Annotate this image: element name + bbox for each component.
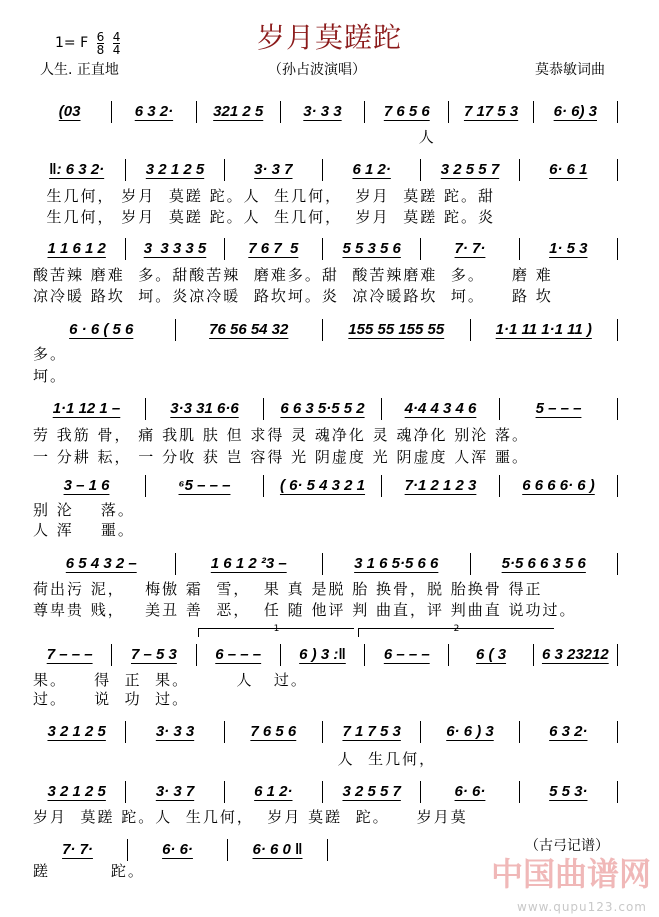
measure: 1 1 6 1 2 xyxy=(47,240,106,257)
measure: 7 17 5 3 xyxy=(463,103,519,120)
staff-line xyxy=(32,318,622,342)
lyrics-line: 一 分耕 耘， 一 分收 获 岂 容得 光 阴虚度 光 阴虚度 人浑 噩。 xyxy=(33,448,529,466)
watermark-url: www.qupu123.com xyxy=(517,900,647,914)
measure: 7 6 5 6 xyxy=(250,723,297,740)
measure: 6 – – – xyxy=(383,646,430,663)
measure: 1· 5 3 xyxy=(549,240,588,257)
measure: 6 · 6 ( 5 6 xyxy=(69,321,134,338)
bar-line xyxy=(519,721,520,743)
bar-line xyxy=(448,101,449,123)
bar-line xyxy=(420,721,421,743)
measure: 7 6 5 6 xyxy=(383,103,430,120)
lyrics-line: 凉冷暖 路坎 坷。炎凉冷暖 路坎坷。炎 凉冷暖路坎 坷。 路 坎 xyxy=(33,287,553,305)
staff-line xyxy=(32,237,622,261)
lyrics-line: 人 浑 噩。 xyxy=(33,521,135,539)
measure: 3 3 3 3 5 xyxy=(143,240,207,257)
measure: 6 3 2· xyxy=(134,103,174,120)
measure: 7· 7· xyxy=(62,841,93,858)
staff-line xyxy=(32,158,622,182)
measure: ⁶5 – – – xyxy=(178,477,231,494)
bar-line xyxy=(322,159,323,181)
measure: 6 3 23212 xyxy=(541,646,609,663)
measure: 3 2 5 5 7 xyxy=(342,783,401,800)
lyrics-line: 蹉 跎。 xyxy=(33,862,145,880)
bar-line xyxy=(617,101,618,123)
lyrics-line: 果。 得 正 果。 人 过。 xyxy=(33,671,308,689)
measure: 6 5 4 3 2 – xyxy=(65,555,137,572)
bar-line xyxy=(224,238,225,260)
measure: 3 2 1 2 5 xyxy=(47,723,106,740)
bar-line xyxy=(125,159,126,181)
bar-line xyxy=(322,553,323,575)
ts-top: 4 xyxy=(112,29,121,44)
bar-line xyxy=(617,721,618,743)
measure: 6· 6 1 xyxy=(549,161,588,178)
measure: 3· 3 7 xyxy=(155,783,195,800)
measure: 6· 6) 3 xyxy=(553,103,597,120)
measure: 6 6 3 5·5 5 2 xyxy=(280,400,365,417)
measure: 3 – 1 6 xyxy=(63,477,110,494)
measure: (03 xyxy=(58,103,81,120)
bar-line xyxy=(111,644,112,666)
measure: 321 2 5 xyxy=(213,103,264,120)
bar-line xyxy=(111,101,112,123)
bar-line xyxy=(617,238,618,260)
measure: 6 3 2· xyxy=(549,723,588,740)
measure: 7 – 5 3 xyxy=(130,646,177,663)
bar-line xyxy=(533,101,534,123)
staff-line xyxy=(32,397,622,421)
bar-line xyxy=(224,721,225,743)
measure: 76 56 54 32 xyxy=(209,321,289,338)
measure: 5 5 3· xyxy=(549,783,588,800)
measure: 6· 6 0 ‖ xyxy=(252,841,303,858)
bar-line xyxy=(224,781,225,803)
measure: 155 55 155 55 xyxy=(348,321,445,338)
key-signature xyxy=(55,30,120,56)
bar-line xyxy=(519,781,520,803)
lyrics-line: 尊卑贵 贱， 美丑 善 恶， 任 随 他评 判 曲直，评 判曲直 说功过。 xyxy=(33,601,577,619)
key-label: 1= F xyxy=(55,35,89,51)
bar-line xyxy=(263,398,264,420)
performer: （孙占波演唱） xyxy=(268,62,366,78)
ts-bottom: 8 xyxy=(96,42,105,57)
time-signature xyxy=(113,31,121,56)
bar-line xyxy=(227,839,228,861)
measure: 6 1 2· xyxy=(352,161,391,178)
volta-bracket: 2 xyxy=(358,628,554,637)
staff-line xyxy=(32,100,622,124)
measure: 7 1 7 5 3 xyxy=(342,723,401,740)
bar-line xyxy=(519,159,520,181)
bar-line xyxy=(224,159,225,181)
measure: ( 6· 5 4 3 2 1 xyxy=(279,477,366,494)
staff-line xyxy=(32,552,622,576)
lyrics-line: 酸苦辣 磨难 多。甜酸苦辣 磨难多。甜 酸苦辣磨难 多。 磨 难 xyxy=(33,266,553,284)
composer: 莫恭敏词曲 xyxy=(535,62,605,78)
bar-line xyxy=(499,475,500,497)
staff-line xyxy=(32,780,622,804)
measure: 7· 7· xyxy=(454,240,486,257)
bar-line xyxy=(127,839,128,861)
notation-credit: （古弓记谱） xyxy=(525,838,609,854)
lyrics-line: 荷出污 泥， 梅傲 霜 雪， 果 真 是脱 胎 换骨，脱 胎换骨 得正 xyxy=(33,580,543,598)
measure: 4·4 4 3 4 6 xyxy=(404,400,477,417)
bar-line xyxy=(196,101,197,123)
bar-line xyxy=(617,553,618,575)
bar-line xyxy=(470,319,471,341)
bar-line xyxy=(125,238,126,260)
tempo-marking: 人生. 正直地 xyxy=(40,62,119,78)
bar-line xyxy=(381,475,382,497)
bar-line xyxy=(617,781,618,803)
measure: 6· 6· xyxy=(454,783,486,800)
bar-line xyxy=(364,101,365,123)
measure: 1 6 1 2 ²3 – xyxy=(210,555,287,572)
bar-line xyxy=(617,159,618,181)
measure: 5 5 3 5 6 xyxy=(342,240,401,257)
bar-line xyxy=(519,238,520,260)
measure: 6 6 6 6· 6 ) xyxy=(522,477,595,494)
lyrics-line: 多。 xyxy=(33,345,68,363)
bar-line xyxy=(196,644,197,666)
measure: 3 2 5 5 7 xyxy=(440,161,500,178)
bar-line xyxy=(175,319,176,341)
bar-line xyxy=(420,781,421,803)
bar-line xyxy=(470,553,471,575)
measure: 3·3 31 6·6 xyxy=(170,400,239,417)
lyrics-line: 劳 我筋 骨， 痛 我肌 肤 但 求得 灵 魂净化 灵 魂净化 别沦 落。 xyxy=(33,426,529,444)
measure: 3· 3 3 xyxy=(155,723,195,740)
measure: 3· 3 3 xyxy=(303,103,342,120)
bar-line xyxy=(533,644,534,666)
bar-line xyxy=(381,398,382,420)
volta-bracket: 1 xyxy=(198,628,354,637)
bar-line xyxy=(322,238,323,260)
staff-line xyxy=(32,474,622,498)
bar-line xyxy=(499,398,500,420)
song-title: 岁月莫蹉跎 xyxy=(256,21,402,54)
lyrics-line: 人 xyxy=(33,128,436,146)
measure: 6· 6· xyxy=(162,841,193,858)
measure: 1·1 11 1·1 11 ) xyxy=(495,321,592,338)
bar-line xyxy=(617,398,618,420)
bar-line xyxy=(145,398,146,420)
bar-line xyxy=(125,781,126,803)
bar-line xyxy=(125,721,126,743)
measure: 5·5 6 6 3 5 6 xyxy=(501,555,586,572)
measure: 6· 6 ) 3 xyxy=(446,723,494,740)
measure: 6 ( 3 xyxy=(476,646,507,663)
measure: 7 6 7 5 xyxy=(248,240,299,257)
measure: 3· 3 7 xyxy=(254,161,293,178)
staff-line xyxy=(32,838,332,862)
bar-line xyxy=(322,721,323,743)
bar-line xyxy=(617,475,618,497)
measure: 5 – – – xyxy=(535,400,582,417)
lyrics-line: 生几何， 岁月 莫蹉 跎。人 生几何， 岁月 莫蹉 跎。炎 xyxy=(33,208,495,226)
bar-line xyxy=(617,319,618,341)
bar-line xyxy=(327,839,328,861)
lyrics-line: 生几何， 岁月 莫蹉 跎。人 生几何， 岁月 莫蹉 跎。甜 xyxy=(33,187,495,205)
lyrics-line: 别 沦 落。 xyxy=(33,501,135,519)
measure: 3 2 1 2 5 xyxy=(145,161,205,178)
watermark-logo: 中国曲谱网 xyxy=(490,855,651,893)
bar-line xyxy=(145,475,146,497)
staff-line xyxy=(32,720,622,744)
lyrics-line: 坷。 xyxy=(33,367,68,385)
measure: 6 1 2· xyxy=(254,783,293,800)
measure: ‖: 6 3 2· xyxy=(49,161,105,178)
bar-line xyxy=(364,644,365,666)
measure: 6 ) 3 :‖ xyxy=(299,646,346,663)
staff-line xyxy=(32,643,622,667)
ts-bottom: 4 xyxy=(112,42,121,57)
lyrics-line: 过。 说 功 过。 xyxy=(33,690,190,708)
ts-top: 6 xyxy=(96,29,105,44)
bar-line xyxy=(322,319,323,341)
lyrics-line: 人 生几何， xyxy=(33,750,437,768)
bar-line xyxy=(280,101,281,123)
measure: 6 – – – xyxy=(215,646,262,663)
bar-line xyxy=(280,644,281,666)
measure: 3 2 1 2 5 xyxy=(47,783,106,800)
bar-line xyxy=(448,644,449,666)
bar-line xyxy=(420,159,421,181)
measure: 7 – – – xyxy=(46,646,93,663)
measure: 7·1 2 1 2 3 xyxy=(404,477,477,494)
bar-line xyxy=(263,475,264,497)
bar-line xyxy=(175,553,176,575)
measure: 1·1 12 1 – xyxy=(52,400,121,417)
measure: 3 1 6 5·5 6 6 xyxy=(354,555,439,572)
bar-line xyxy=(617,644,618,666)
lyrics-line: 岁月 莫蹉 跎。人 生几何， 岁月 莫蹉 跎。 岁月莫 xyxy=(33,808,468,826)
bar-line xyxy=(322,781,323,803)
time-signature xyxy=(97,31,105,56)
bar-line xyxy=(420,238,421,260)
